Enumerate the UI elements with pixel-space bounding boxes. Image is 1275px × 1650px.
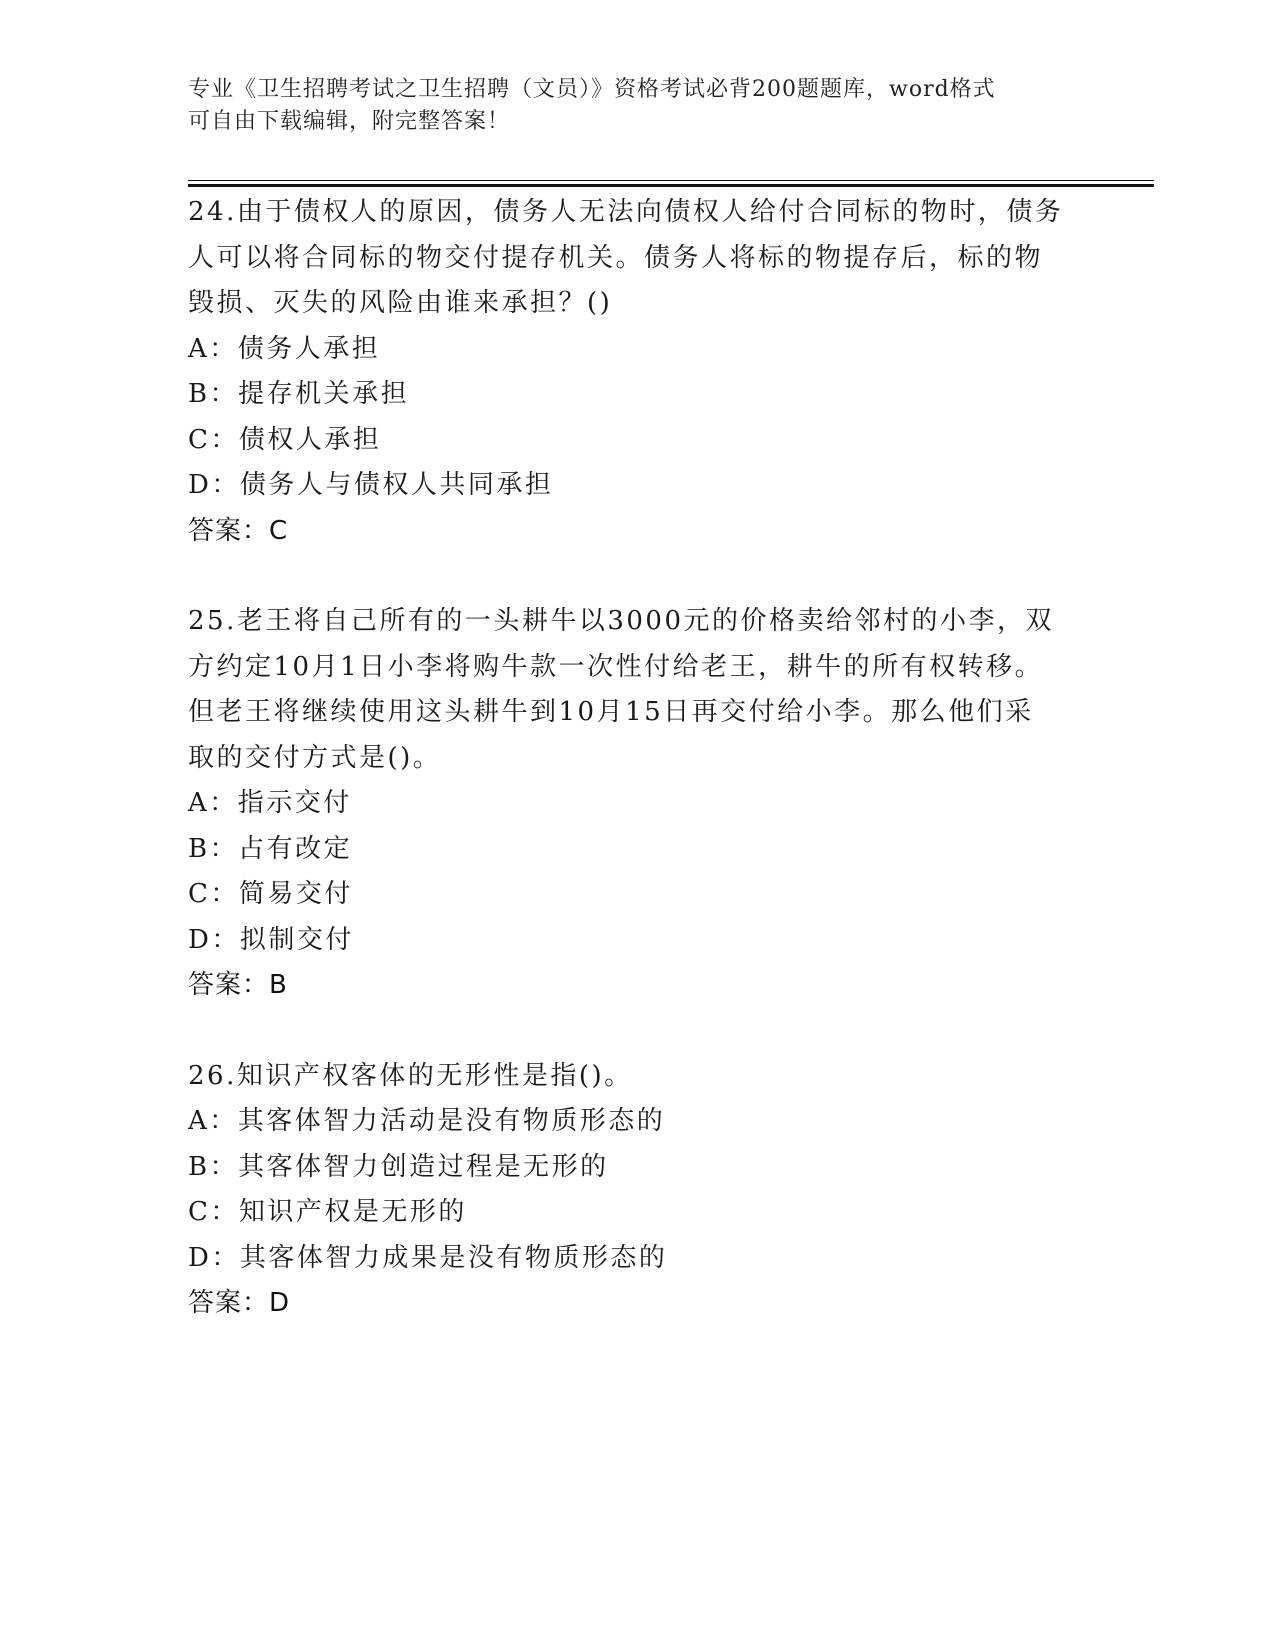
- option-c: C：债权人承担: [188, 424, 382, 455]
- header-line: 可自由下载编辑，附完整答案！: [188, 109, 511, 134]
- option-a: A：其客体智力活动是没有物质形态的: [188, 1106, 666, 1136]
- document-header: [188, 74, 1088, 138]
- option-a: A：债务人承担: [188, 333, 381, 364]
- question-25: [188, 599, 1088, 1009]
- header-divider-thin: [188, 180, 1154, 181]
- option-b: B：提存机关承担: [188, 379, 410, 409]
- question-stem: 毁损、灭失的风险由谁来承担？(): [188, 288, 613, 318]
- option-b: B：其客体智力创造过程是无形的: [188, 1151, 609, 1182]
- question-stem: 26.知识产权客体的无形性是指()。: [188, 1060, 633, 1091]
- option-d: D：拟制交付: [188, 924, 354, 955]
- question-list: [188, 190, 1088, 1372]
- question-stem: 方约定10月1日小李将购牛款一次性付给老王，耕牛的所有权转移。: [188, 651, 1044, 682]
- question-24: [188, 190, 1088, 554]
- header-line: 专业《卫生招聘考试之卫生招聘（文员）》资格考试必背200题题库，word格式: [188, 77, 996, 102]
- option-c: C：简易交付: [188, 879, 353, 909]
- question-stem: 24.由于债权人的原因，债务人无法向债权人给付合同标的物时，债务: [188, 197, 1064, 227]
- answer-line: 答案：B: [188, 970, 288, 1000]
- question-stem: 25.老王将自己所有的一头耕牛以3000元的价格卖给邻村的小李，双: [188, 606, 1055, 636]
- option-b: B：占有改定: [188, 833, 353, 864]
- question-26: [188, 1054, 1088, 1327]
- option-a: A：指示交付: [188, 788, 352, 818]
- answer-line: 答案：D: [188, 1288, 291, 1318]
- question-stem: 人可以将合同标的物交付提存机关。债务人将标的物提存后，标的物: [188, 242, 1044, 273]
- option-d: D：其客体智力成果是没有物质形态的: [188, 1242, 668, 1273]
- question-stem: 但老王将继续使用这头耕牛到10月15日再交付给小李。那么他们采: [188, 697, 1034, 727]
- header-divider-thick: [188, 184, 1154, 187]
- question-stem: 取的交付方式是()。: [188, 742, 442, 773]
- option-c: C：知识产权是无形的: [188, 1197, 467, 1227]
- answer-line: 答案：C: [188, 515, 289, 546]
- option-d: D：债务人与债权人共同承担: [188, 470, 554, 500]
